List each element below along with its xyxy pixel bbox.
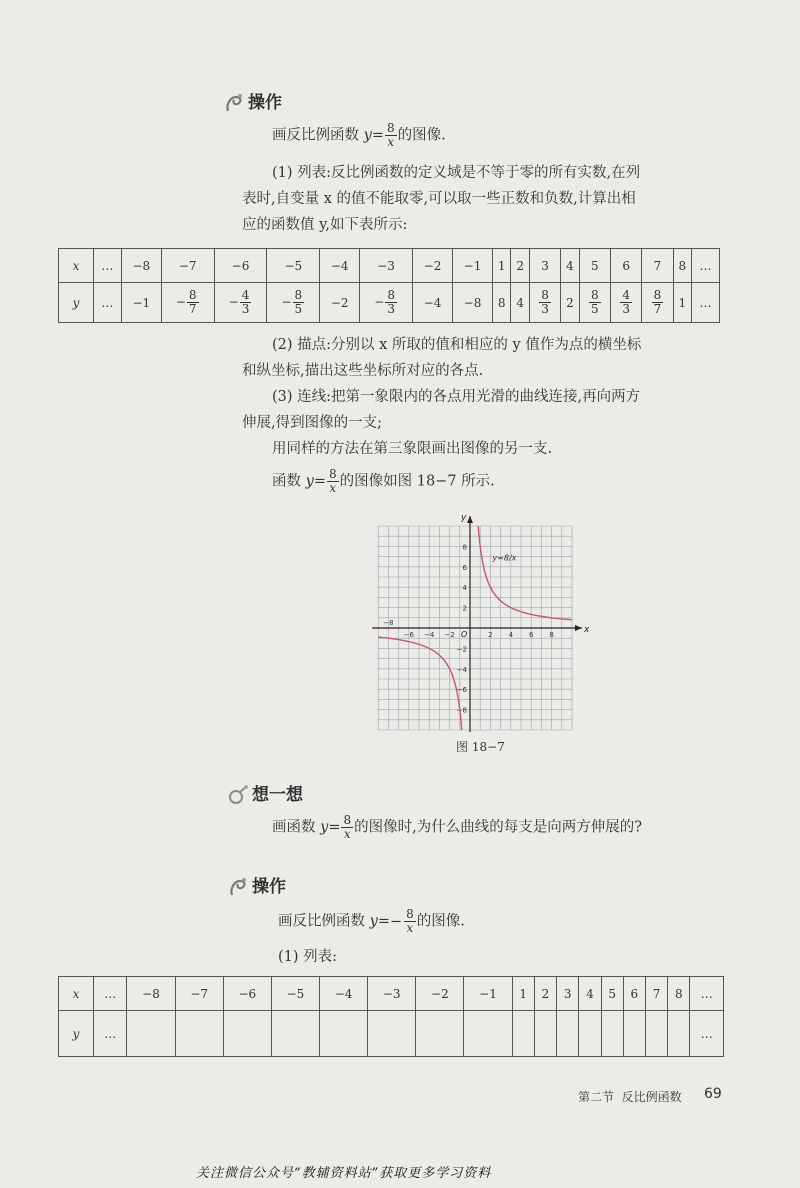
value-table-1 [58, 248, 720, 323]
y-cell [127, 1011, 175, 1057]
step3-text-c: 用同样的方法在第三象限画出图像的另一支. [272, 441, 553, 457]
x-cell: 3 [529, 249, 560, 283]
x-cell: 7 [642, 249, 673, 283]
y-cell: −1 [121, 283, 161, 323]
table-row-y: y … −1 − $\frac{8}{7}$ − $\frac{4}{3}$ − $\frac{8}{5}$ −2 − $\frac{8}{3}$ −4 −8 8 4 $\frac{8}{3}$ 2 $\frac{8}{5}$ $\frac{4}{3}$ $\frac{8}{7}$ 1 … [59, 283, 720, 323]
y-cell [645, 1011, 667, 1057]
x-tick-label: −4 [424, 631, 435, 639]
y-tick-label: −2 [456, 645, 467, 654]
fraction-8-over-x: $\frac{8}{x}$ [386, 121, 395, 149]
step1-text-a: (1) 列表:反比例函数的定义域是不等于零的所有实数,在列 [272, 165, 641, 181]
x-cell: −1 [464, 977, 512, 1011]
x-cell: −3 [368, 977, 416, 1011]
y-tick-label: −4 [456, 665, 467, 674]
x-cell: −2 [416, 977, 464, 1011]
y-tick-label: −8 [456, 706, 467, 715]
x-cell: 2 [511, 249, 529, 283]
y-tick-label: 2 [462, 604, 467, 613]
x-cell: −4 [320, 249, 360, 283]
y-cell: 4 [511, 283, 529, 323]
y-cell: − $\frac{8}{5}$ [267, 283, 320, 323]
curve-label: y=8/x [492, 553, 517, 563]
y-axis-arrow [467, 516, 473, 523]
think-icon [226, 783, 250, 807]
y-cell [579, 1011, 601, 1057]
step3-text-a: (3) 连线:把第一象限内的各点用光滑的曲线连接,再向两方 [272, 389, 641, 405]
y-axis-label: y [461, 513, 467, 523]
x-cell: 4 [561, 249, 579, 283]
y-cell: $\frac{8}{3}$ [529, 283, 560, 323]
y-cell [368, 1011, 416, 1057]
x-cell: 5 [579, 249, 610, 283]
x-cell: −5 [267, 249, 320, 283]
x-cell: 5 [601, 977, 623, 1011]
step2-text-a: (2) 描点:分别以 x 所取的值和相应的 y 值作为点的横坐标 [272, 337, 642, 353]
y-cell: $\frac{8}{7}$ [642, 283, 673, 323]
x-cell: 8 [668, 977, 690, 1011]
task-line-2: 画反比例函数 y=− $\frac{8}{x}$ 的图像. [278, 907, 465, 935]
y-cell [416, 1011, 464, 1057]
bottom-watermark-note: 关注微信公众号“教辅资料站”获取更多学习资料 [196, 1166, 492, 1181]
footer-section-title: 第二节 反比例函数 [578, 1090, 682, 1104]
think-heading [226, 780, 303, 807]
figure-reference: 函数 y= $\frac{8}{x}$ 的图像如图 18−7 所示. [272, 467, 495, 495]
y-cell [464, 1011, 512, 1057]
y-cell [271, 1011, 319, 1057]
curve-branch-third-quadrant [378, 637, 462, 730]
y-cell: $\frac{4}{3}$ [610, 283, 641, 323]
y-cell [623, 1011, 645, 1057]
y-tick-label: −6 [456, 686, 467, 695]
task-line-1: 画反比例函数 y= $\frac{8}{x}$ 的图像. [272, 121, 446, 149]
y-cell [557, 1011, 579, 1057]
origin-label: O [461, 630, 468, 639]
x-cell: −8 [127, 977, 175, 1011]
x-cell: −1 [453, 249, 493, 283]
x-cell: 2 [534, 977, 556, 1011]
x-cell: −3 [360, 249, 413, 283]
x-cell: −6 [223, 977, 271, 1011]
y-cell [534, 1011, 556, 1057]
think-question: 画函数 y= $\frac{8}{x}$ 的图像时,为什么曲线的每支是向两方伸展的? [272, 813, 642, 841]
step1-list-text: (1) 列表: [278, 949, 338, 965]
y-cell: −4 [413, 283, 453, 323]
figure-caption: 图 18−7 [456, 740, 505, 754]
y-cell [320, 1011, 368, 1057]
heading-text: 想一想 [252, 785, 303, 805]
step2-text-b: 和纵坐标,描出这些坐标所对应的各点. [242, 363, 484, 379]
y-cell: 2 [561, 283, 579, 323]
x-tick-label: 4 [508, 631, 514, 639]
y-cell [175, 1011, 223, 1057]
step1-text-c: 应的函数值 y,如下表所示: [242, 217, 408, 233]
x-cell: 4 [579, 977, 601, 1011]
y-cell: − $\frac{8}{3}$ [360, 283, 413, 323]
x-cell: −2 [413, 249, 453, 283]
step3-text-b: 伸展,得到图像的一支; [242, 415, 382, 431]
x-cell: 1 [512, 977, 534, 1011]
x-cell: 1 [492, 249, 510, 283]
y-cell: $\frac{8}{5}$ [579, 283, 610, 323]
x-tick-label: −2 [444, 631, 455, 639]
y-cell: … [692, 283, 720, 323]
y-cell: 8 [492, 283, 510, 323]
operation-heading-1 [222, 88, 282, 115]
operation-heading-2 [226, 872, 286, 899]
y-cell: − $\frac{8}{7}$ [161, 283, 214, 323]
x-cell: … [94, 249, 122, 283]
x-cell: 6 [610, 249, 641, 283]
table-row-y: y … … [59, 1011, 724, 1057]
x-cell: … [692, 249, 720, 283]
step1-text-b: 表时,自变量 x 的值不能取零,可以取一些正数和负数,计算出相 [242, 191, 636, 207]
heading-text: 操作 [252, 877, 286, 897]
table-row-x: x … −8 −7 −6 −5 −4 −3 −2 −1 1 2 3 4 5 6 7 8 … [59, 249, 720, 283]
y-cell: … [94, 283, 122, 323]
operation-icon [222, 91, 246, 115]
x-axis-arrow [575, 625, 582, 631]
x-cell: −7 [161, 249, 214, 283]
page-number: 69 [704, 1086, 722, 1102]
x-cell: −4 [320, 977, 368, 1011]
y-cell: 1 [673, 283, 691, 323]
x-cell: −8 [121, 249, 161, 283]
x-tick-label: 8 [549, 631, 554, 639]
x-cell: 6 [623, 977, 645, 1011]
y-cell: −2 [320, 283, 360, 323]
x-cell: 3 [557, 977, 579, 1011]
x-tick-label: −8 [383, 619, 394, 627]
x-cell: −6 [214, 249, 267, 283]
hyperbola-graph [370, 502, 600, 732]
value-table-2 [58, 976, 724, 1057]
y-cell [668, 1011, 690, 1057]
x-cell: 8 [673, 249, 691, 283]
operation-icon [226, 875, 250, 899]
x-cell: −7 [175, 977, 223, 1011]
x-cell: … [690, 977, 724, 1011]
y-cell [601, 1011, 623, 1057]
x-axis-label: x [584, 625, 590, 635]
x-tick-label: 2 [488, 631, 493, 639]
table-row-x: x … −8 −7 −6 −5 −4 −3 −2 −1 1 2 3 4 5 6 7 8 … [59, 977, 724, 1011]
x-cell: 7 [645, 977, 667, 1011]
curve-branch-first-quadrant [478, 526, 572, 620]
y-cell [223, 1011, 271, 1057]
x-tick-label: 6 [528, 631, 534, 639]
y-cell: … [690, 1011, 724, 1057]
x-cell: −5 [271, 977, 319, 1011]
y-cell: −8 [453, 283, 493, 323]
x-cell: … [94, 977, 127, 1011]
y-cell: − $\frac{4}{3}$ [214, 283, 267, 323]
y-cell [512, 1011, 534, 1057]
y-tick-label: 8 [462, 543, 467, 552]
y-cell: … [94, 1011, 127, 1057]
heading-text: 操作 [248, 93, 282, 113]
y-tick-label: 6 [462, 563, 467, 572]
y-tick-label: 4 [462, 584, 467, 593]
x-tick-label: −6 [403, 631, 414, 639]
